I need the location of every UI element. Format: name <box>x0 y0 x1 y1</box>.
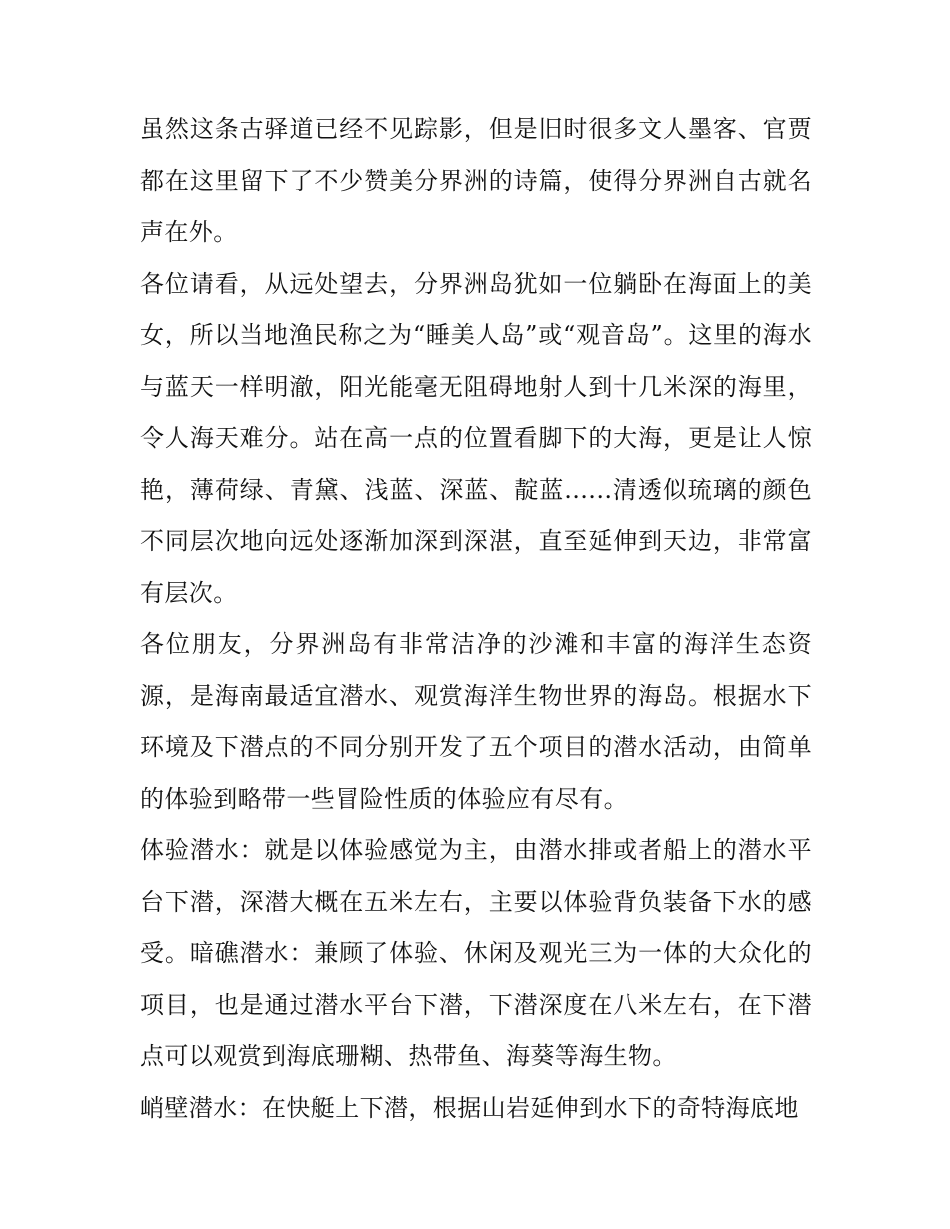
body-text <box>140 104 812 1134</box>
paragraph-cliff-diving: 峭壁潜水：在快艇上下潜，根据山岩延伸到水下的奇特海底地 <box>140 1093 799 1122</box>
paragraph-sleeping-beauty-island: 各位请看，从远处望去，分界洲岛犹如一位躺卧在海面上的美女，所以当地渔民称之为“睡美人岛”或“观音岛”。这里的海水与蓝天一样明澈，阳光能毫无阻碍地射人到十几米深的海里，令人海天难分。站在高一点的位置看脚下的大海，更是让人惊艳，薄荷绿、青黛、浅蓝、深蓝、靛蓝......清透似琉璃的颜色不同层次地向远处逐渐加深到深湛，直至延伸到天边，非常富有层次。 <box>140 269 812 607</box>
paragraph-diving-overview: 各位朋友，分界洲岛有非常洁净的沙滩和丰富的海洋生态资源，是海南最适宜潜水、观赏海洋生物世界的海岛。根据水下环境及下潜点的不同分别开发了五个项目的潜水活动，由简单的体验到略带一些冒险性质的体验应有尽有。 <box>140 630 812 813</box>
paragraph-ancient-road: 虽然这条古驿道已经不见踪影，但是旧时很多文人墨客、官贾都在这里留下了不少赞美分界洲的诗篇，使得分界洲自古就名声在外。 <box>140 115 812 246</box>
paragraph-experience-reef-diving: 体验潜水：就是以体验感觉为主，由潜水排或者船上的潜水平台下潜，深潜大概在五米左右，主要以体验背负装备下水的感受。暗礁潜水：兼顾了体验、休闲及观光三为一体的大众化的项目，也是通过潜水平台下潜，下潜深度在八米左右，在下潜点可以观赏到海底珊糊、热带鱼、海葵等海生物。 <box>140 836 812 1070</box>
